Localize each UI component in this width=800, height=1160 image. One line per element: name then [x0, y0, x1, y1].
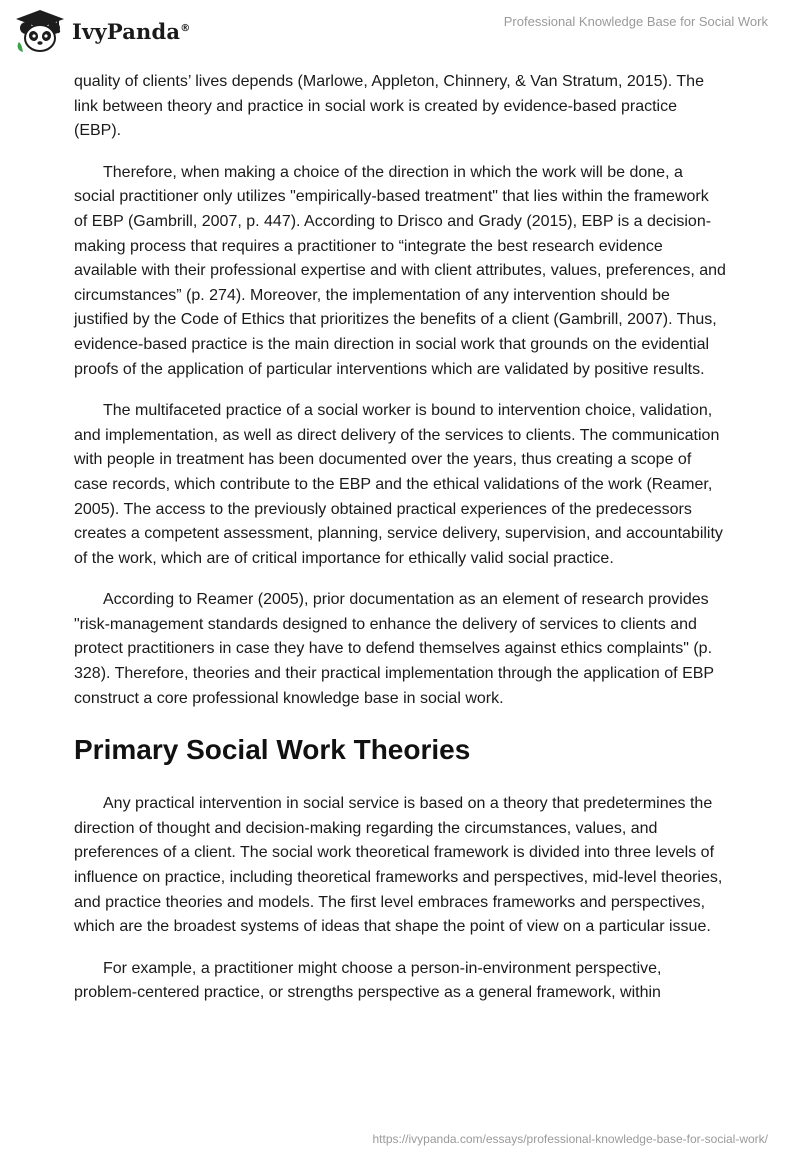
essay-body — [74, 70, 726, 1023]
source-url[interactable]: https://ivypanda.com/essays/professional-knowledge-base-for-social-work/ — [372, 1132, 768, 1146]
logo-text: IvyPanda® — [72, 18, 191, 44]
paragraph: quality of clients’ lives depends (Marlowe, Appleton, Chinnery, & Van Stratum, 2015). The link between theory and practice in social work is created by evidence-based practice (EBP). — [74, 73, 704, 140]
ivypanda-logo[interactable] — [14, 8, 190, 54]
section-heading: Primary Social Work Theories — [74, 734, 471, 766]
paragraph: For example, a practitioner might choose a person-in-environment perspective, problem-centered practice, or strengths perspective as a general framework, within — [74, 959, 662, 1002]
document-title: Professional Knowledge Base for Social Work — [503, 14, 768, 29]
paragraph: The multifaceted practice of a social worker is bound to intervention choice, validation, and implementation, as well as direct delivery of the services to clients. The communication with people in treatment has been documented over the years, thus creating a scope of case records, which contribute to the EBP and the ethical validations of the work (Reamer, 2005). The access to the previously obtained practical experiences of the predecessors creates a competent assessment, planning, service delivery, supervision, and accountability of the work, which are of critical importance for ethically valid social practice. — [74, 402, 723, 567]
paragraph: Any practical intervention in social service is based on a theory that predetermines the direction of thought and decision-making regarding the circumstances, values, and preferences of a client. The social work theoretical framework is divided into three levels of influence on practice, including theoretical frameworks and perspectives, mid-level theories, and practice theories and models. The first level embraces frameworks and perspectives, which are the broadest systems of ideas that shape the point of view on a particular issue. — [74, 795, 723, 936]
panda-graduation-cap-icon — [14, 8, 66, 54]
page-header — [0, 0, 800, 64]
paragraph: Therefore, when making a choice of the direction in which the work will be done, a social practitioner only utilizes "empirically-based treatment" that lies within the framework of EBP (Gambrill, 2007, p. 447). According to Drisco and Grady (2015), EBP is a decision-making process that requires a practitioner to “integrate the best research evidence available with their professional expertise and with client attributes, values, preferences, and circumstances” (p. 274). Moreover, the implementation of any intervention should be justified by the Code of Ethics that prioritizes the benefits of a client (Gambrill, 2007). Thus, evidence-based practice is the main direction in social work that grounds on the evidential proofs of the application of particular interventions which are validated by positive results. — [74, 163, 726, 378]
paragraph: According to Reamer (2005), prior documentation as an element of research provides "risk-management standards designed to enhance the delivery of services to clients and protect practitioners in case they have to defend themselves against ethics complaints" (p. 328). Therefore, theories and their practical implementation through the application of EBP construct a core professional knowledge base in social work. — [74, 591, 714, 707]
